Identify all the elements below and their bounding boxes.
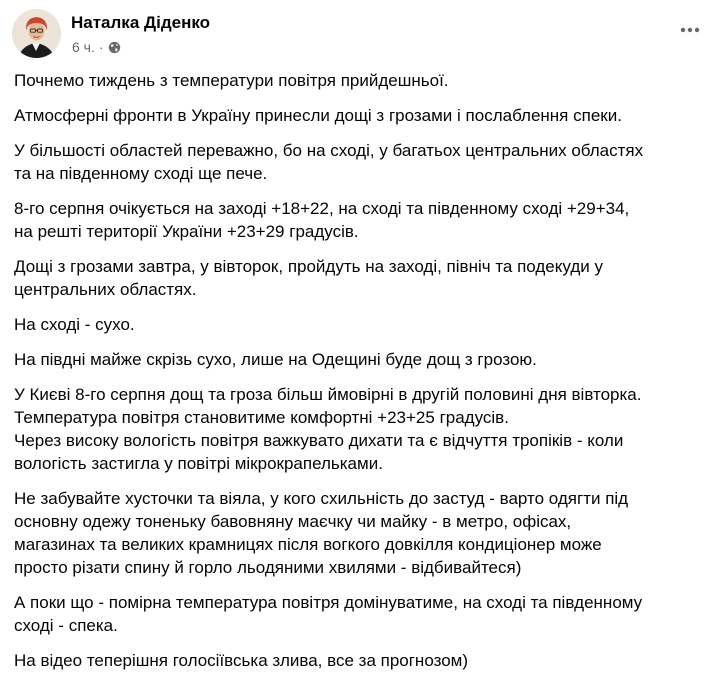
post-paragraph: На сході - сухо. — [14, 315, 135, 334]
post-paragraph: У більшості областей переважно, бо на сході, у багатьох центральних областях та на південному сході ще пече. — [14, 141, 644, 183]
post-paragraph: На півдні майже скрізь сухо, лише на Одещині буде дощ з грозою. — [14, 350, 537, 369]
post-paragraph: Не забувайте хусточки та віяла, у кого схильність до застуд - варто одягти під основну одежу тоненьку бавовняну маєчку чи майку - в метро, офісах, магазинах та великих крамницях після вогкого довкілля кондиціонер може просто різати спину й горло льодяними хвилями - відбивайтеся) — [14, 489, 629, 577]
meta-separator: · — [98, 39, 104, 55]
post-paragraph: На відео теперішня голосіївська злива, все за прогнозом) — [14, 651, 468, 670]
avatar[interactable] — [12, 9, 61, 58]
post-paragraph: Дощі з грозами завтра, у вівторок, пройдуть на заході, північ та подекуди у центральних областях. — [14, 257, 603, 299]
post-meta — [72, 39, 121, 55]
post-paragraph: Почнемо тиждень з температури повітря прийдешньої. — [14, 71, 449, 90]
more-options-button[interactable] — [675, 15, 705, 45]
more-horizontal-icon — [680, 27, 700, 33]
avatar-image — [12, 9, 61, 58]
post-header — [12, 9, 709, 59]
post-paragraph: А поки що - помірна температура повітря домінуватиме, на сході та південному сході - спека. — [14, 593, 643, 635]
post-paragraph: Атмосферні фронти в Україну принесли дощі з грозами і послаблення спеки. — [14, 106, 622, 125]
globe-icon[interactable] — [108, 41, 121, 54]
post-text — [14, 69, 714, 684]
post-paragraph: У Києві 8-го серпня дощ та гроза більш ймовірні в другій половині дня вівторка. Температура повітря становитиме комфортні +23+25 градусів. Через високу вологість повітря важкувато дихати та є відчуття тропіків - коли вологість застигла у повітрі мікрокрапельками. — [14, 385, 642, 473]
author-name[interactable]: Наталка Діденко — [71, 13, 211, 32]
post-paragraph: 8-го серпня очікується на заході +18+22, на сході та південному сході +29+34, на решті території України +23+29 градусів. — [14, 199, 630, 241]
post-timestamp[interactable]: 6 ч. — [72, 39, 95, 55]
